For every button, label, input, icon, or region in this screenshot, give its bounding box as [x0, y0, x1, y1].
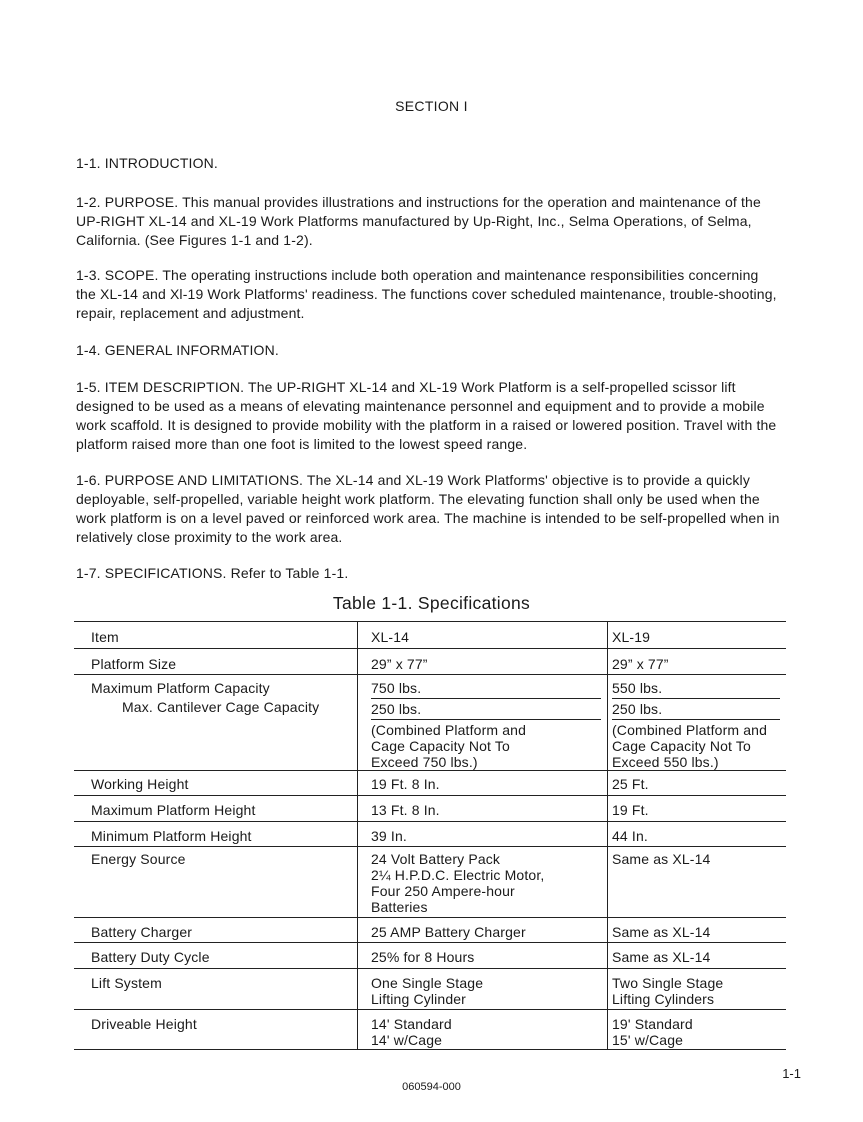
paragraph-specifications: 1-7. SPECIFICATIONS. Refer to Table 1-1. [76, 565, 349, 581]
cell-xl19 [608, 675, 787, 771]
cell-xl19-note-line: Cage Capacity Not To [612, 738, 751, 754]
cell-xl19-note-line: (Combined Platform and [612, 722, 768, 738]
table-header-row [74, 622, 786, 649]
cell-xl19: Same as XL-14 [608, 847, 787, 918]
cell-item: Minimum Platform Height [74, 822, 358, 847]
cell-xl14: 25% for 8 Hours [358, 943, 608, 969]
cell-xl14-line: 24 Volt Battery Pack [371, 851, 501, 867]
table-title: Table 1-1. Specifications [332, 593, 531, 613]
cell-xl19: Same as XL-14 [608, 918, 787, 943]
paragraph-purpose-limitations: 1-6. PURPOSE AND LIMITATIONS. The XL-14 and XL-19 Work Platforms' objective is to provide a quickly deployable, self-propelled, variable height work platform. The elevating function shall only be used when the work platform is on a level paved or reinforced work area. The machine is intended to be self-propelled when in relatively close proximity to the work area. [76, 472, 780, 545]
header-xl14: XL-14 [358, 622, 608, 649]
header-item: Item [74, 622, 358, 649]
cell-xl19 [608, 969, 787, 1010]
cell-xl14-note-line: Cage Capacity Not To [371, 738, 510, 754]
paragraph-scope: 1-3. SCOPE. The operating instructions include both operation and maintenance responsibilities concerning the XL-14 and Xl-19 Work Platforms' readiness. The functions cover scheduled maintenance, trouble-shooting, repair, replacement and adjustment. [76, 267, 777, 321]
cell-xl14-line: 2¼ H.P.D.C. Electric Motor, [371, 867, 545, 883]
table-row [74, 649, 786, 675]
cell-xl19-cage-capacity: 250 lbs. [612, 699, 780, 720]
cell-xl19-line: Two Single Stage [612, 975, 724, 991]
table-row [74, 847, 786, 918]
cell-xl14: 19 Ft. 8 In. [358, 771, 608, 796]
specifications-table [74, 621, 786, 1050]
paragraph-purpose: 1-2. PURPOSE. This manual provides illustrations and instructions for the operation and maintenance of the UP-RIGHT XL-14 and XL-19 Work Platforms manufactured by Up-Right, Inc., Selma Operations, of Selma, California. (See Figures 1-1 and 1-2). [76, 194, 761, 248]
cell-xl19-line: Lifting Cylinders [612, 991, 715, 1007]
cell-xl19-line: 19' Standard [612, 1016, 693, 1032]
cell-xl14 [358, 847, 608, 918]
cell-item: Platform Size [74, 649, 358, 675]
cell-xl19: 44 In. [608, 822, 787, 847]
cell-item: Battery Duty Cycle [74, 943, 358, 969]
cell-xl14-line: Batteries [371, 899, 428, 915]
table-row [74, 969, 786, 1010]
cell-item: Lift System [74, 969, 358, 1010]
paragraph-general-information: 1-4. GENERAL INFORMATION. [76, 342, 279, 358]
cell-item [74, 675, 358, 771]
cell-xl19-line: 15' w/Cage [612, 1032, 684, 1048]
cell-item: Working Height [74, 771, 358, 796]
table-row [74, 943, 786, 969]
cell-xl14: 13 Ft. 8 In. [358, 796, 608, 822]
section-title: SECTION I [395, 98, 468, 114]
cell-xl14: 29” x 77” [358, 649, 608, 675]
header-xl19: XL-19 [608, 622, 787, 649]
table-row [74, 1010, 786, 1050]
table-row [74, 918, 786, 943]
cell-xl14-line: One Single Stage [371, 975, 484, 991]
cell-xl19: 19 Ft. [608, 796, 787, 822]
cell-item-line: Maximum Platform Capacity [91, 680, 270, 696]
cell-xl14 [358, 1010, 608, 1050]
cell-xl14-line: 14' w/Cage [371, 1032, 443, 1048]
table-row [74, 675, 786, 771]
table-row [74, 822, 786, 847]
cell-xl19: Same as XL-14 [608, 943, 787, 969]
document-number: 060594-000 [402, 1081, 461, 1093]
cell-xl19-platform-capacity: 550 lbs. [612, 680, 780, 699]
cell-xl14: 25 AMP Battery Charger [358, 918, 608, 943]
cell-xl19-note-line: Exceed 550 lbs.) [612, 754, 719, 770]
paragraph-introduction: 1-1. INTRODUCTION. [76, 155, 218, 171]
cell-xl14-platform-capacity: 750 lbs. [371, 680, 601, 699]
cell-xl19: 25 Ft. [608, 771, 787, 796]
cell-xl14-line: Lifting Cylinder [371, 991, 466, 1007]
cell-xl14-line: Four 250 Ampere-hour [371, 883, 515, 899]
cell-item-sub-line: Max. Cantilever Cage Capacity [122, 699, 320, 715]
table-row [74, 771, 786, 796]
paragraph-item-description: 1-5. ITEM DESCRIPTION. The UP-RIGHT XL-14 and XL-19 Work Platform is a self-propelled scissor lift designed to be used as a means of elevating maintenance personnel and equipment and to provide a mobile work scaffold. It is designed to provide mobility with the platform in a raised or lowered position. Travel with the platform raised more than one foot is limited to the lowest speed range. [76, 379, 777, 452]
cell-item: Driveable Height [74, 1010, 358, 1050]
cell-xl14-note-line: Exceed 750 lbs.) [371, 754, 478, 770]
cell-xl14-note-line: (Combined Platform and [371, 722, 527, 738]
cell-item: Maximum Platform Height [74, 796, 358, 822]
cell-xl14-line: 14' Standard [371, 1016, 452, 1032]
cell-xl14-cage-capacity: 250 lbs. [371, 699, 601, 720]
page-number: 1-1 [782, 1066, 801, 1081]
cell-item: Energy Source [74, 847, 358, 918]
cell-xl14 [358, 675, 608, 771]
cell-xl19: 29” x 77” [608, 649, 787, 675]
cell-xl14: 39 In. [358, 822, 608, 847]
table-row [74, 796, 786, 822]
cell-xl19 [608, 1010, 787, 1050]
cell-xl14 [358, 969, 608, 1010]
cell-item: Battery Charger [74, 918, 358, 943]
